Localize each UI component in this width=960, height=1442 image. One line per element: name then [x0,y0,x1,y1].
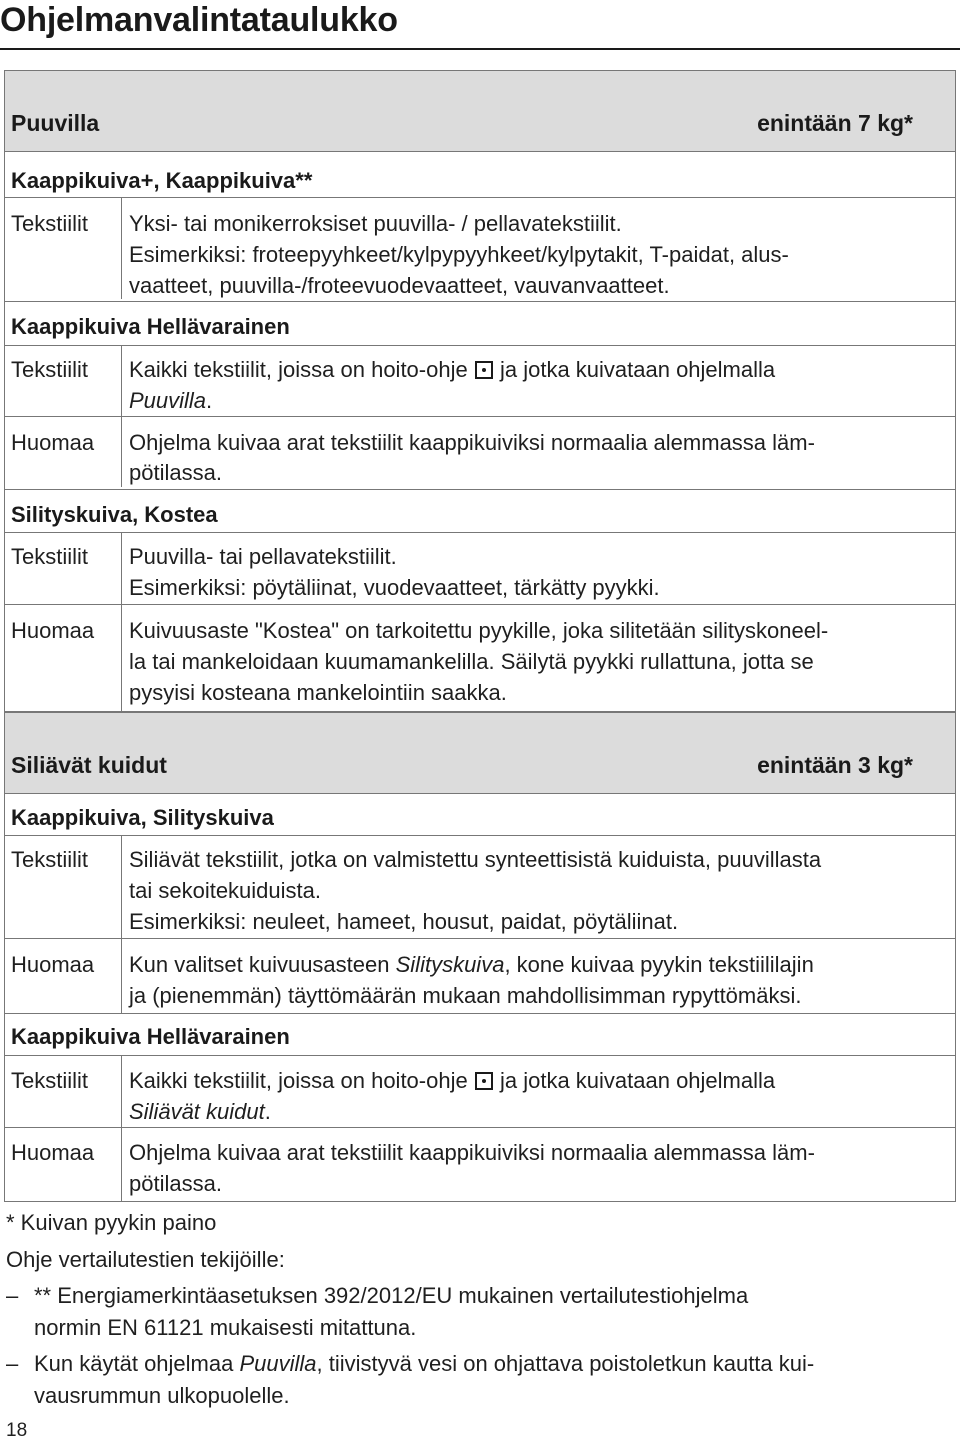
row-text [129,1065,775,1096]
divider [5,416,955,417]
row-text-part: ja jotka kuivataan ohjelmalla [499,357,776,382]
row-text: pötilassa. [129,460,222,485]
row-text [129,949,814,980]
divider [5,301,955,302]
row-text [129,1096,271,1127]
row-text: Esimerkiksi: froteepyyhkeet/kylpypyyhkeet/kylpytakit, T-paidat, alus- [129,242,789,267]
row-text-part: . [206,388,213,413]
divider [5,197,955,198]
row-label: Tekstiilit [11,544,89,569]
program-name: Siliävät kuidut [11,752,167,778]
program-header-cotton [5,71,955,151]
column-divider [121,835,122,1013]
row-text-part: Kaikki tekstiilit, joissa on hoito-ohje [129,1068,468,1093]
footnote-bullet: vausrummun ulkopuolelle. [34,1383,290,1408]
row-text-part: ja jotka kuivataan ohjelmalla [499,1068,776,1093]
subprogram-title: Silityskuiva, Kostea [11,502,218,527]
row-text: tai sekoitekuiduista. [129,878,321,903]
row-text-part: . [264,1099,271,1124]
row-text: vaatteet, puuvilla-/froteevuodevaatteet, vauvanvaatteet. [129,273,670,298]
row-text: ja (pienemmän) täyttömäärän mukaan mahdollisimman rypyttömäksi. [129,983,802,1008]
divider [5,1055,955,1056]
footnote-weight: * Kuivan pyykin paino [6,1210,217,1235]
page-number: 18 [6,1420,28,1441]
divider [5,1127,955,1128]
row-text: Esimerkiksi: pöytäliinat, vuodevaatteet, tärkätty pyykki. [129,575,660,600]
tumble-dry-low-heat-icon [475,361,493,379]
column-divider [121,197,122,299]
program-header-easy-care [5,713,955,793]
column-divider [121,532,122,711]
row-label: Tekstiilit [11,211,89,236]
program-capacity: enintään 7 kg* [757,110,913,136]
subprogram-title: Kaappikuiva Hellävarainen [11,1024,290,1049]
row-label: Huomaa [11,952,95,977]
footnote-bullet: ** Energiamerkintäasetuksen 392/2012/EU mukainen vertailutestiohjelma [34,1283,749,1308]
footnote-text-part: , tiivistyvä vesi on ohjattava poistoletkun kautta kui- [316,1351,815,1376]
row-text-part: Kun valitset kuivuusasteen [129,952,390,977]
row-text: Ohjelma kuivaa arat tekstiilit kaappikuiviksi normaalia alemmassa läm- [129,1140,815,1165]
page-title: Ohjelmanvalintataulukko [0,1,398,39]
divider [5,604,955,605]
row-text: Ohjelma kuivaa arat tekstiilit kaappikuiviksi normaalia alemmassa läm- [129,430,815,455]
subprogram-title: Kaappikuiva, Silityskuiva [11,805,274,830]
divider [5,1013,955,1014]
row-text [129,385,212,416]
divider [5,345,955,346]
row-label: Huomaa [11,430,95,455]
bullet-dash: – [6,1351,19,1376]
row-text-part: , kone kuivaa pyykin tekstiililajin [504,952,814,977]
row-text [129,354,775,385]
subprogram-title: Kaappikuiva+, Kaappikuiva** [11,168,313,193]
program-reference: Puuvilla [239,1351,317,1376]
title-rule [0,48,960,50]
row-text: Kuivuusaste "Kostea" on tarkoitettu pyykille, joka silitetään silityskoneel- [129,618,829,643]
row-label: Huomaa [11,1140,95,1165]
program-reference: Siliävät kuidut [129,1099,265,1124]
row-text: Puuvilla- tai pellavatekstiilit. [129,544,397,569]
divider [5,793,955,794]
row-text: pysyisi kosteana mankelointiin saakka. [129,680,507,705]
row-text: Yksi- tai monikerroksiset puuvilla- / pellavatekstiilit. [129,211,622,236]
subprogram-title: Kaappikuiva Hellävarainen [11,314,290,339]
divider [5,532,955,533]
footnote-bullet [34,1348,814,1380]
footnote-bullet: normin EN 61121 mukaisesti mitattuna. [34,1315,417,1340]
divider [5,938,955,939]
row-text-part: Kaikki tekstiilit, joissa on hoito-ohje [129,357,468,382]
row-label: Tekstiilit [11,1068,89,1093]
row-text: la tai mankeloidaan kuumamankelilla. Säilytä pyykki rullattuna, jotta se [129,649,814,674]
column-divider [121,1055,122,1201]
program-reference: Puuvilla [129,388,207,413]
program-option-reference: Silityskuiva [395,952,505,977]
row-label: Huomaa [11,618,95,643]
row-text: pötilassa. [129,1171,222,1196]
divider [5,835,955,836]
row-text: Esimerkiksi: neuleet, hameet, housut, paidat, pöytäliinat. [129,909,679,934]
divider [5,489,955,490]
program-table-easy-care [4,712,956,1202]
footnote-text-part: Kun käytät ohjelmaa [34,1351,234,1376]
bullet-dash: – [6,1283,19,1308]
row-text: Siliävät tekstiilit, jotka on valmistettu synteettisistä kuiduista, puuvillasta [129,847,822,872]
row-label: Tekstiilit [11,847,89,872]
program-table-cotton [4,70,956,712]
tumble-dry-low-heat-icon [475,1072,493,1090]
tester-heading: Ohje vertailutestien tekijöille: [6,1247,285,1272]
program-name: Puuvilla [11,110,100,136]
divider [5,151,955,152]
program-capacity: enintään 3 kg* [757,752,913,778]
row-label: Tekstiilit [11,357,89,382]
